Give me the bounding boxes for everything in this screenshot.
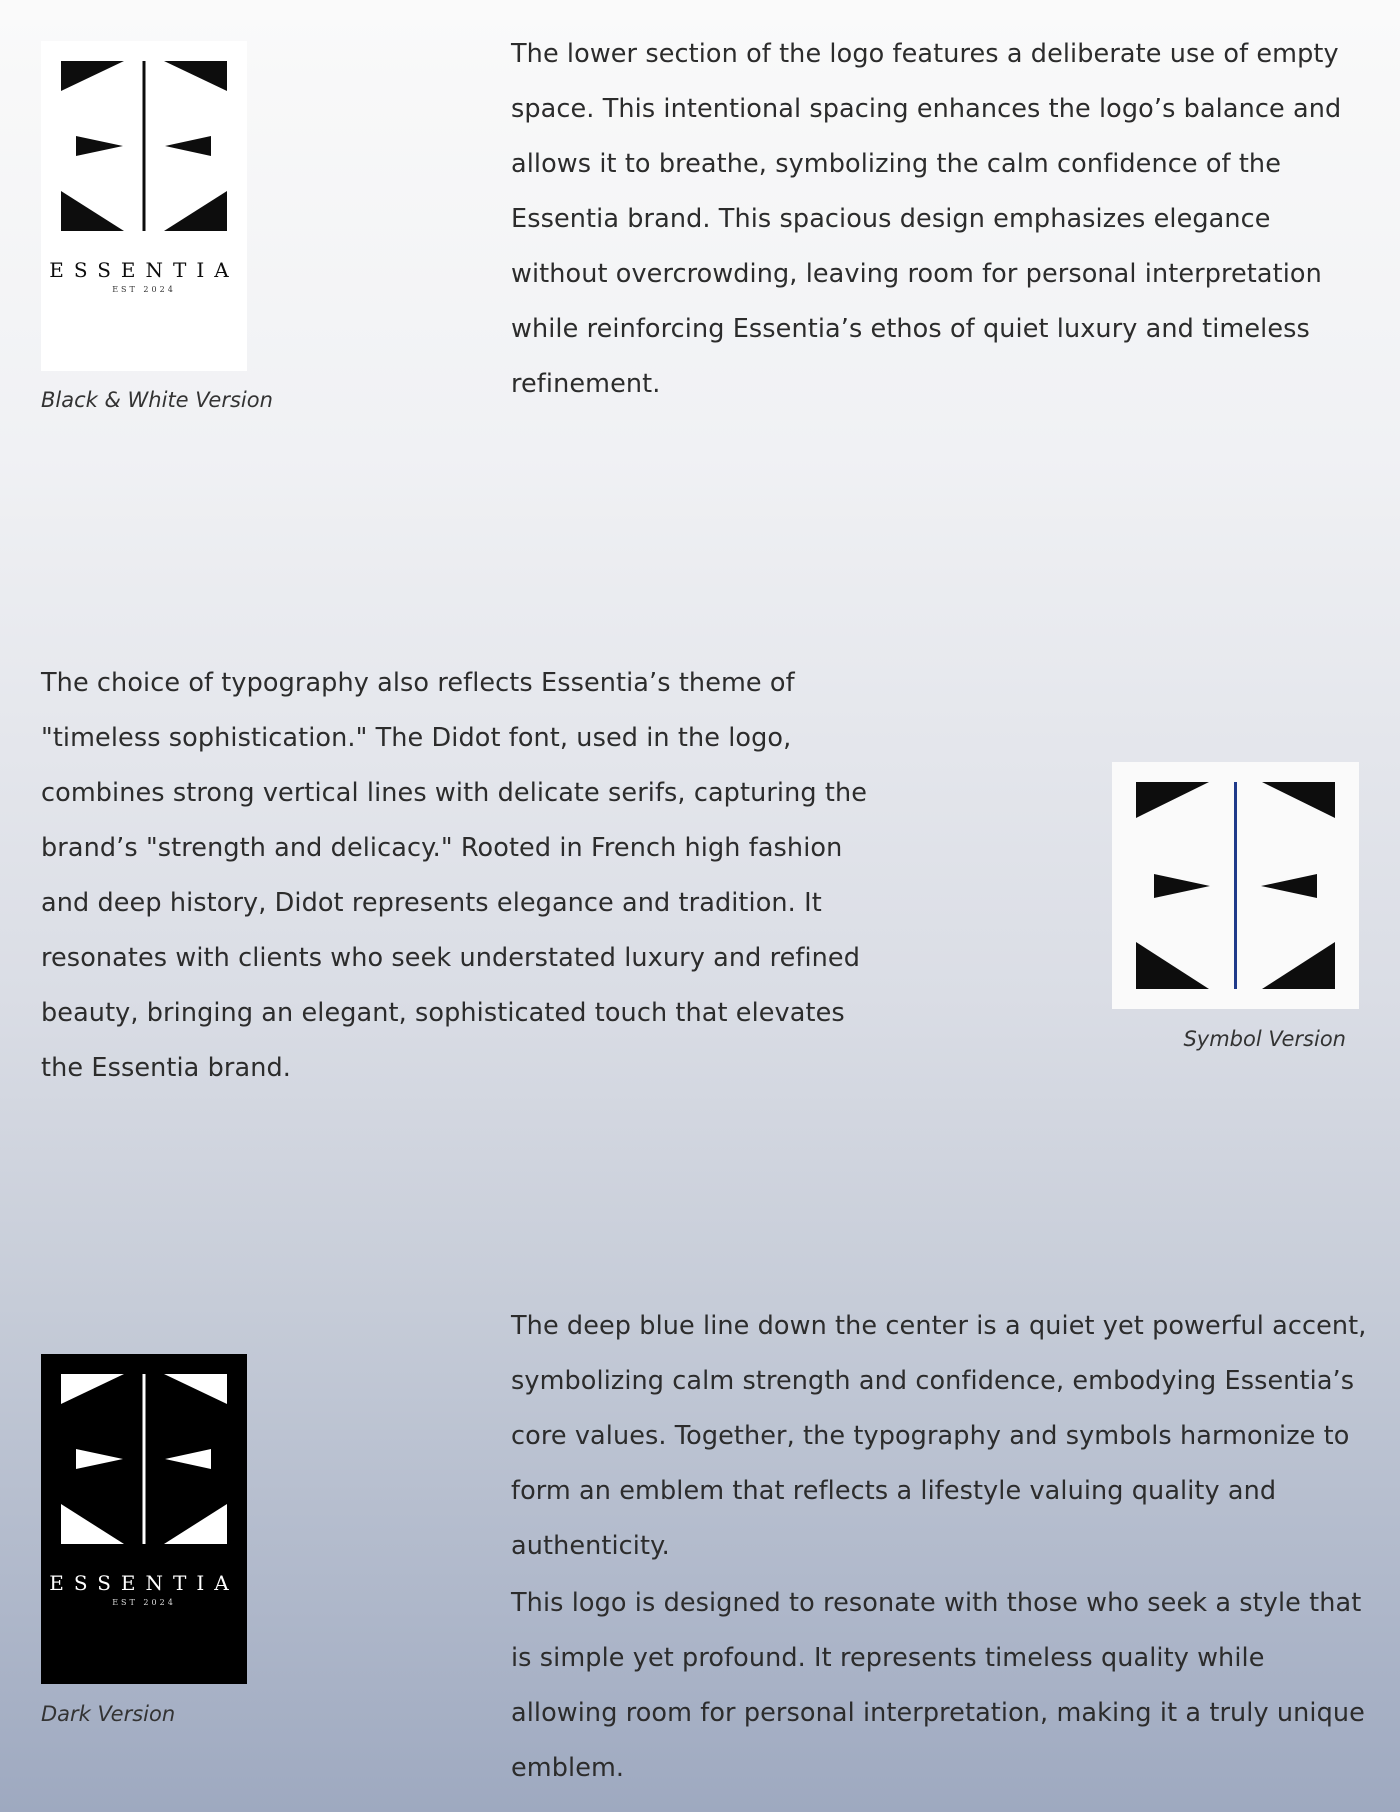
- logo-symbol-blue-icon: [1112, 762, 1359, 1009]
- paragraph-negative-space: The lower section of the logo features a deliberate use of empty space. This intentional spacing enhances the logo’s balance and allows it to breathe, symbolizing the calm confidence of the Essentia brand. This spacious design emphasizes elegance without overcrowding, leaving room for personal interpretation while reinforcing Essentia’s ethos of quiet luxury and timeless refinement.: [511, 39, 1342, 399]
- logo-wordmark: ESSENTIA: [49, 1571, 239, 1595]
- paragraph-blue-line: The deep blue line down the center is a quiet yet powerful accent, symbolizing calm strength and confidence, embodying Essentia’s core values. Together, the typography and symbols harmonize to form an emblem that reflects a lifestyle valuing quality and authenticity.: [511, 1311, 1367, 1561]
- paragraph-logo-purpose: This logo is designed to resonate with those who seek a style that is simple yet profound. It represents timeless quality while allowing room for personal interpretation, making it a truly unique emblem.: [511, 1588, 1365, 1783]
- logo-caption-black-white: Black & White Version: [41, 388, 273, 412]
- logo-est: EST 2024: [112, 285, 176, 294]
- logo-caption-dark: Dark Version: [41, 1702, 176, 1726]
- logo-symbol-white-icon: [41, 1354, 247, 1684]
- logo-black-white: [41, 41, 247, 371]
- logo-caption-symbol: Symbol Version: [1183, 1027, 1346, 1051]
- logo-dark-version: [41, 1354, 247, 1684]
- paragraph-typography: The choice of typography also reflects Essentia’s theme of "timeless sophistication." The Didot font, used in the logo, combines strong vertical lines with delicate serifs, capturing the brand’s "strength and delicacy." Rooted in French high fashion and deep history, Didot represents elegance and tradition. It resonates with clients who seek understated luxury and refined beauty, bringing an elegant, sophisticated touch that elevates the Essentia brand.: [41, 668, 867, 1083]
- logo-symbol-icon: [41, 41, 247, 371]
- logo-symbol-version: [1112, 762, 1359, 1009]
- logo-wordmark: ESSENTIA: [49, 258, 239, 282]
- logo-est: EST 2024: [112, 1598, 176, 1607]
